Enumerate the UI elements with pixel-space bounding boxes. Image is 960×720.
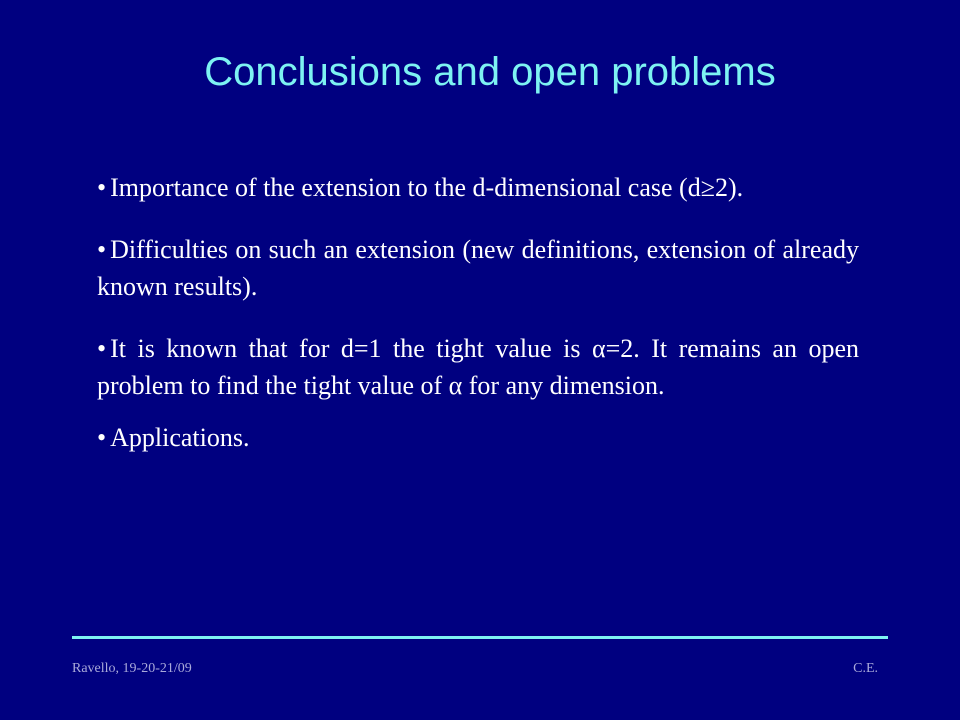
bullet-text: It is known that for d=1 the tight value is α=2. It remains an open problem to find the tight value of α for any dimension. xyxy=(97,334,859,400)
bullet-text: Applications. xyxy=(110,423,250,452)
bullet-item xyxy=(97,169,859,206)
bullet-text: Importance of the extension to the d-dimensional case (d≥2). xyxy=(110,173,744,202)
slide-title: Conclusions and open problems xyxy=(204,50,776,94)
bullet-list xyxy=(97,169,859,456)
bullet-item xyxy=(97,419,859,456)
bullet-marker: • xyxy=(97,173,107,202)
bullet-item xyxy=(97,330,859,404)
footer-divider xyxy=(72,636,888,639)
bullet-marker: • xyxy=(97,423,107,452)
bullet-item xyxy=(97,231,859,305)
footer-author-initials: C.E. xyxy=(853,661,878,676)
bullet-text: Difficulties on such an extension (new definitions, extension of already known results). xyxy=(97,235,859,301)
bullet-marker: • xyxy=(97,235,107,264)
footer-location-date: Ravello, 19-20-21/09 xyxy=(72,661,192,676)
bullet-marker: • xyxy=(97,334,107,363)
